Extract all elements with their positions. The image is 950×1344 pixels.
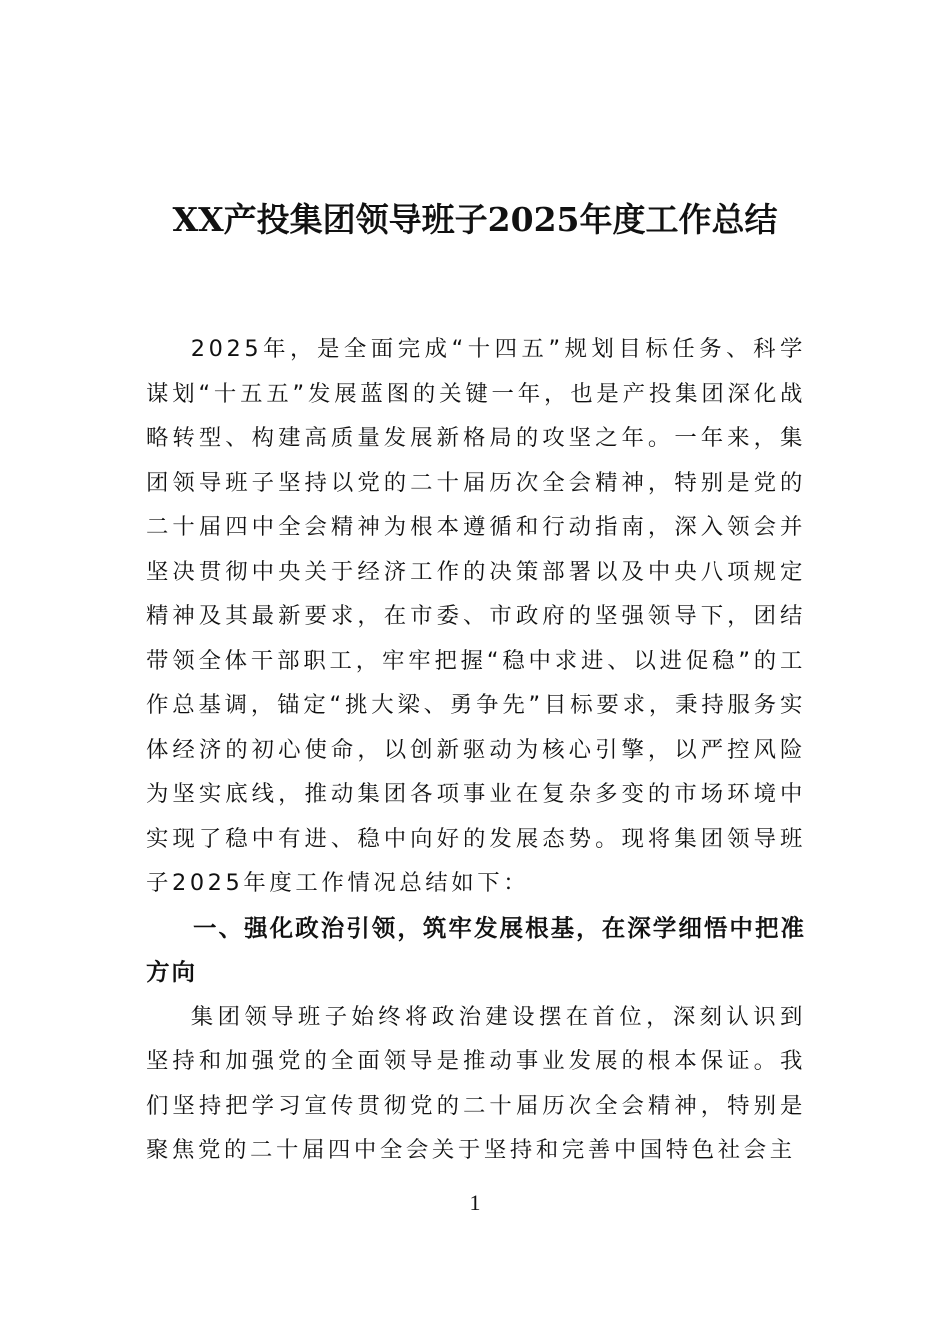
intro-paragraph: 2025年，是全面完成“十四五”规划目标任务、科学谋划“十五五”发展蓝图的关键一年，也是产投集团深化战略转型、构建高质量发展新格局的攻坚之年。一年来，集团领导班子坚持以党的二十届历次全会精神，特别是党的二十届四中全会精神为根本遵循和行动指南，深入领会并坚决贯彻中央关于经济工作的决策部署以及中央八项规定精神及其最新要求，在市委、市政府的坚强领导下，团结带领全体干部职工，牢牢把握“稳中求进、以进促稳”的工作总基调，锚定“挑大梁、勇争先”目标要求，秉持服务实体经济的初心使命，以创新驱动为核心引擎，以严控风险为坚实底线，推动集团各项事业在复杂多变的市场环境中实现了稳中有进、稳中向好的发展态势。现将集团领导班子2025年度工作情况总结如下： — [146, 336, 806, 896]
page-number: 1 — [469, 1190, 481, 1215]
document-body — [146, 327, 806, 1173]
section-paragraph: 集团领导班子始终将政治建设摆在首位，深刻认识到坚持和加强党的全面领导是推动事业发展的根本保证。我们坚持把学习宣传贯彻党的二十届历次全会精神，特别是聚焦党的二十届四中全会关于坚持和完善中国特色社会主 — [146, 1003, 806, 1163]
section-heading: 一、强化政治引领，筑牢发展根基，在深学细悟中把准方向 — [146, 913, 806, 986]
document-title: XX产投集团领导班子2025年度工作总结 — [172, 200, 778, 239]
